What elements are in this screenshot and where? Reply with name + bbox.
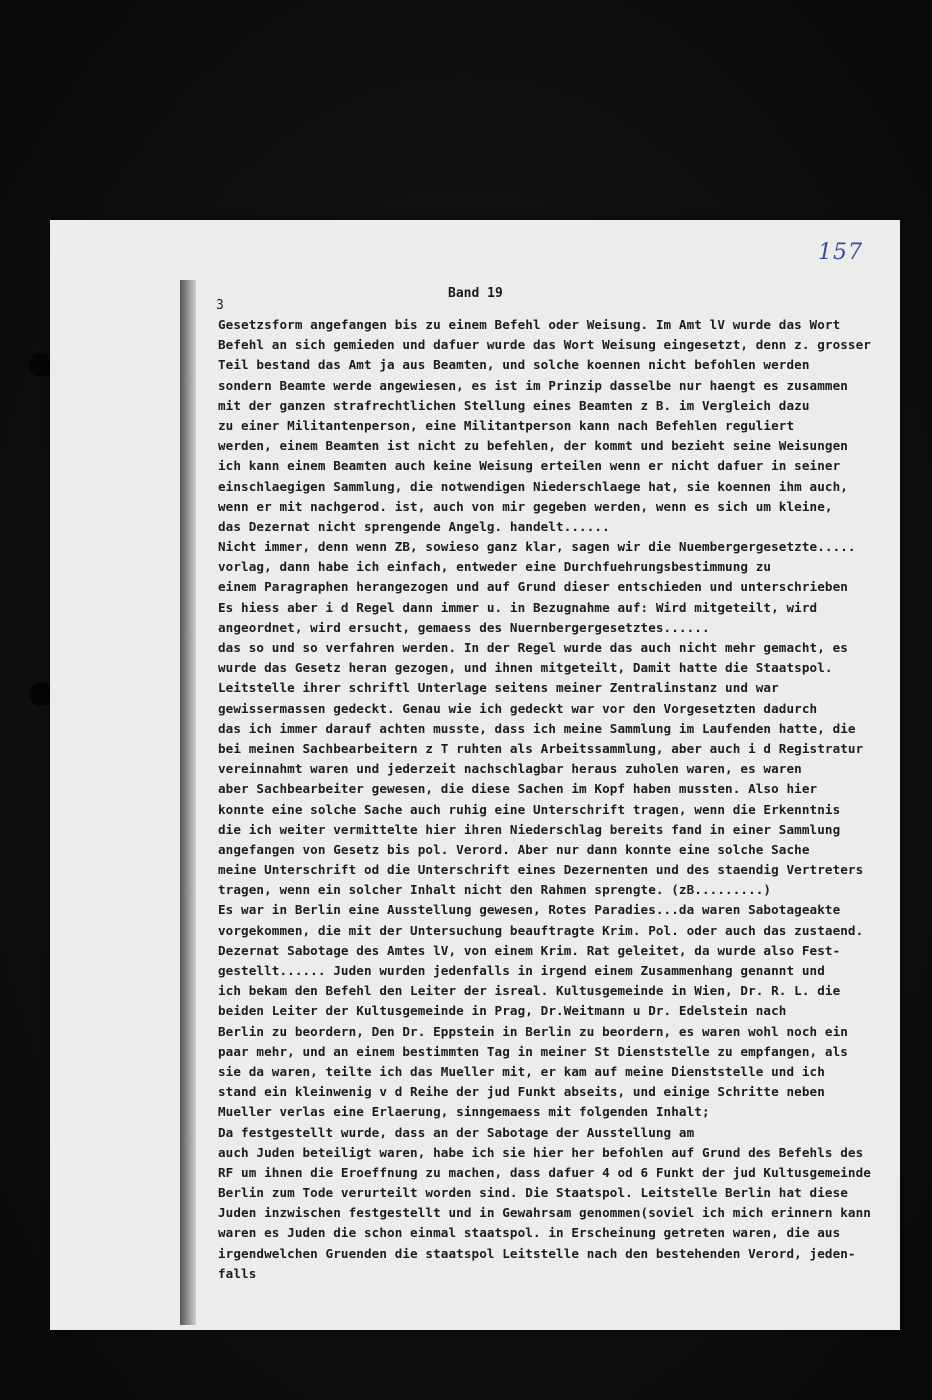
text-line: Da festgestellt wurde, dass an der Sabotage der Ausstellung am [218,1124,695,1140]
text-line: Dezernat Sabotage des Amtes lV, von einem Krim. Rat geleitet, da wurde also Fest- [218,942,841,958]
text-line: ich bekam den Befehl den Leiter der isreal. Kultusgemeinde in Wien, Dr. R. L. die [218,983,841,999]
paragraph [218,315,871,537]
text-line: sondern Beamte werde angewiesen, es ist im Prinzip dasselbe nur haengt es zusammen [218,377,848,393]
text-line: falls [218,1265,257,1281]
text-line: tragen, wenn ein solcher Inhalt nicht den Rahmen sprengte. (zB.........) [218,882,772,898]
text-line: Mueller verlas eine Erlaerung, sinngemaess mit folgenden Inhalt; [218,1104,710,1120]
text-line: angeordnet, wird ersucht, gemaess des Nuernbergergesetztes...... [218,619,710,635]
text-line: das ich immer darauf achten musste, dass ich meine Sammlung im Laufenden hatte, die [218,720,856,736]
page-number: 3 [216,298,224,313]
text-line: Es war in Berlin eine Ausstellung gewesen, Rotes Paradies...da waren Sabotageakte [218,902,841,918]
document-page [50,220,900,1330]
text-line: einschlaegigen Sammlung, die notwendigen Niederschlaege hat, sie koennen ihm auch, [218,478,848,494]
typed-body-text [218,315,871,1284]
text-line: paar mehr, und an einem bestimmten Tag in meiner St Dienststelle zu empfangen, als [218,1043,848,1059]
text-line: einem Paragraphen herangezogen und auf Grund dieser entschieden und unterschrieben [218,579,848,595]
text-line: Befehl an sich gemieden und dafuer wurde das Wort Weisung eingesetzt, denn z. grosser [218,337,871,353]
text-line: mit der ganzen strafrechtlichen Stellung eines Beamten z B. im Vergleich dazu [218,397,810,413]
text-line: Leitstelle ihrer schriftl Unterlage seitens meiner Zentralinstanz und war [218,680,779,696]
page-edge-shadow [180,280,196,1325]
text-line: zu einer Militantenperson, eine Militantperson kann nach Befehlen reguliert [218,417,795,433]
text-line: bei meinen Sachbearbeitern z T ruhten als Arbeitssammlung, aber auch i d Registratur [218,740,864,756]
text-line: Nicht immer, denn wenn ZB, sowieso ganz klar, sagen wir die Nuembergergesetzte..... [218,539,856,555]
text-line: Berlin zu beordern, Den Dr. Eppstein in Berlin zu beordern, es waren wohl noch ein [218,1023,848,1039]
text-line: angefangen von Gesetz bis pol. Verord. Aber nur dann konnte eine solche Sache [218,841,810,857]
text-line: das so und so verfahren werden. In der Regel wurde das auch nicht mehr gemacht, es [218,640,848,655]
paragraph [218,537,868,900]
text-line: RF um ihnen die Eroeffnung zu machen, dass dafuer 4 od 6 Funkt der jud Kultusgemeinde [218,1164,871,1180]
document-heading: Band 19 [448,286,503,301]
text-line: wenn er mit nachgerod. ist, auch von mir gegeben werden, wenn es sich um kleine, [218,498,833,514]
text-line: gestellt...... Juden wurden jedenfalls in irgend einem Zusammenhang genannt und [218,963,825,978]
text-line: meine Unterschrift od die Unterschrift eines Dezernenten und des staendig Vertreters [218,862,864,878]
paragraph [218,900,871,1284]
text-line: beiden Leiter der Kultusgemeinde in Prag, Dr.Weitmann u Dr. Edelstein nach [218,1003,787,1019]
text-line: irgendwelchen Gruenden die staatspol Leitstelle nach den bestehenden Verord, jeden- [218,1245,856,1261]
text-line: waren es Juden die schon einmal staatspol. in Erscheinung getreten waren, die aus [218,1225,841,1241]
text-line: sie da waren, teilte ich das Mueller mit, er kam auf meine Dienststelle und ich [218,1063,825,1079]
text-line: werden, einem Beamten ist nicht zu befehlen, der kommt und bezieht seine Weisungen [218,438,848,454]
text-line: die ich weiter vermittelte hier ihren Niederschlag bereits fand in einer Sammlung [218,821,841,837]
text-line: ich kann einem Beamten auch keine Weisung erteilen wenn er nicht dafuer in seiner [218,458,841,474]
text-line: das Dezernat nicht sprengende Angelg. handelt...... [218,518,610,534]
archive-number: 157 [818,240,863,265]
text-line: aber Sachbearbeiter gewesen, die diese Sachen im Kopf haben mussten. Also hier [218,781,818,797]
text-line: vorlag, dann habe ich einfach, entweder eine Durchfuehrungsbestimmung zu [218,559,772,575]
text-line: Juden inzwischen festgestellt und in Gewahrsam genommen(soviel ich mich erinnern kann [218,1205,871,1221]
text-line: gewissermassen gedeckt. Genau wie ich gedeckt war vor den Vorgesetzten dadurch [218,700,818,716]
text-line: stand ein kleinwenig v d Reihe der jud Funkt abseits, und einige Schritte neben [218,1084,825,1100]
text-line: vereinnahmt waren und jederzeit nachschlagbar heraus zuholen waren, es waren [218,761,802,777]
text-line: Teil bestand das Amt ja aus Beamten, und solche koennen nicht befohlen werden [218,357,810,373]
text-line: vorgekommen, die mit der Untersuchung beauftragte Krim. Pol. oder auch das zustaend. [218,922,864,938]
text-line: Gesetzsform angefangen bis zu einem Befehl oder Weisung. Im Amt lV wurde das Wort [218,317,841,332]
text-line: Berlin zum Tode verurteilt worden sind. Die Staatspol. Leitstelle Berlin hat diese [218,1185,848,1201]
text-line: auch Juden beteiligt waren, habe ich sie hier her befohlen auf Grund des Befehls des [218,1144,864,1160]
text-line: wurde das Gesetz heran gezogen, und ihnen mitgeteilt, Damit hatte die Staatspol. [218,660,833,676]
text-line: konnte eine solche Sache auch ruhig eine Unterschrift tragen, wenn die Erkenntnis [218,801,841,817]
text-line: Es hiess aber i d Regel dann immer u. in Bezugnahme auf: Wird mitgeteilt, wird [218,599,818,615]
